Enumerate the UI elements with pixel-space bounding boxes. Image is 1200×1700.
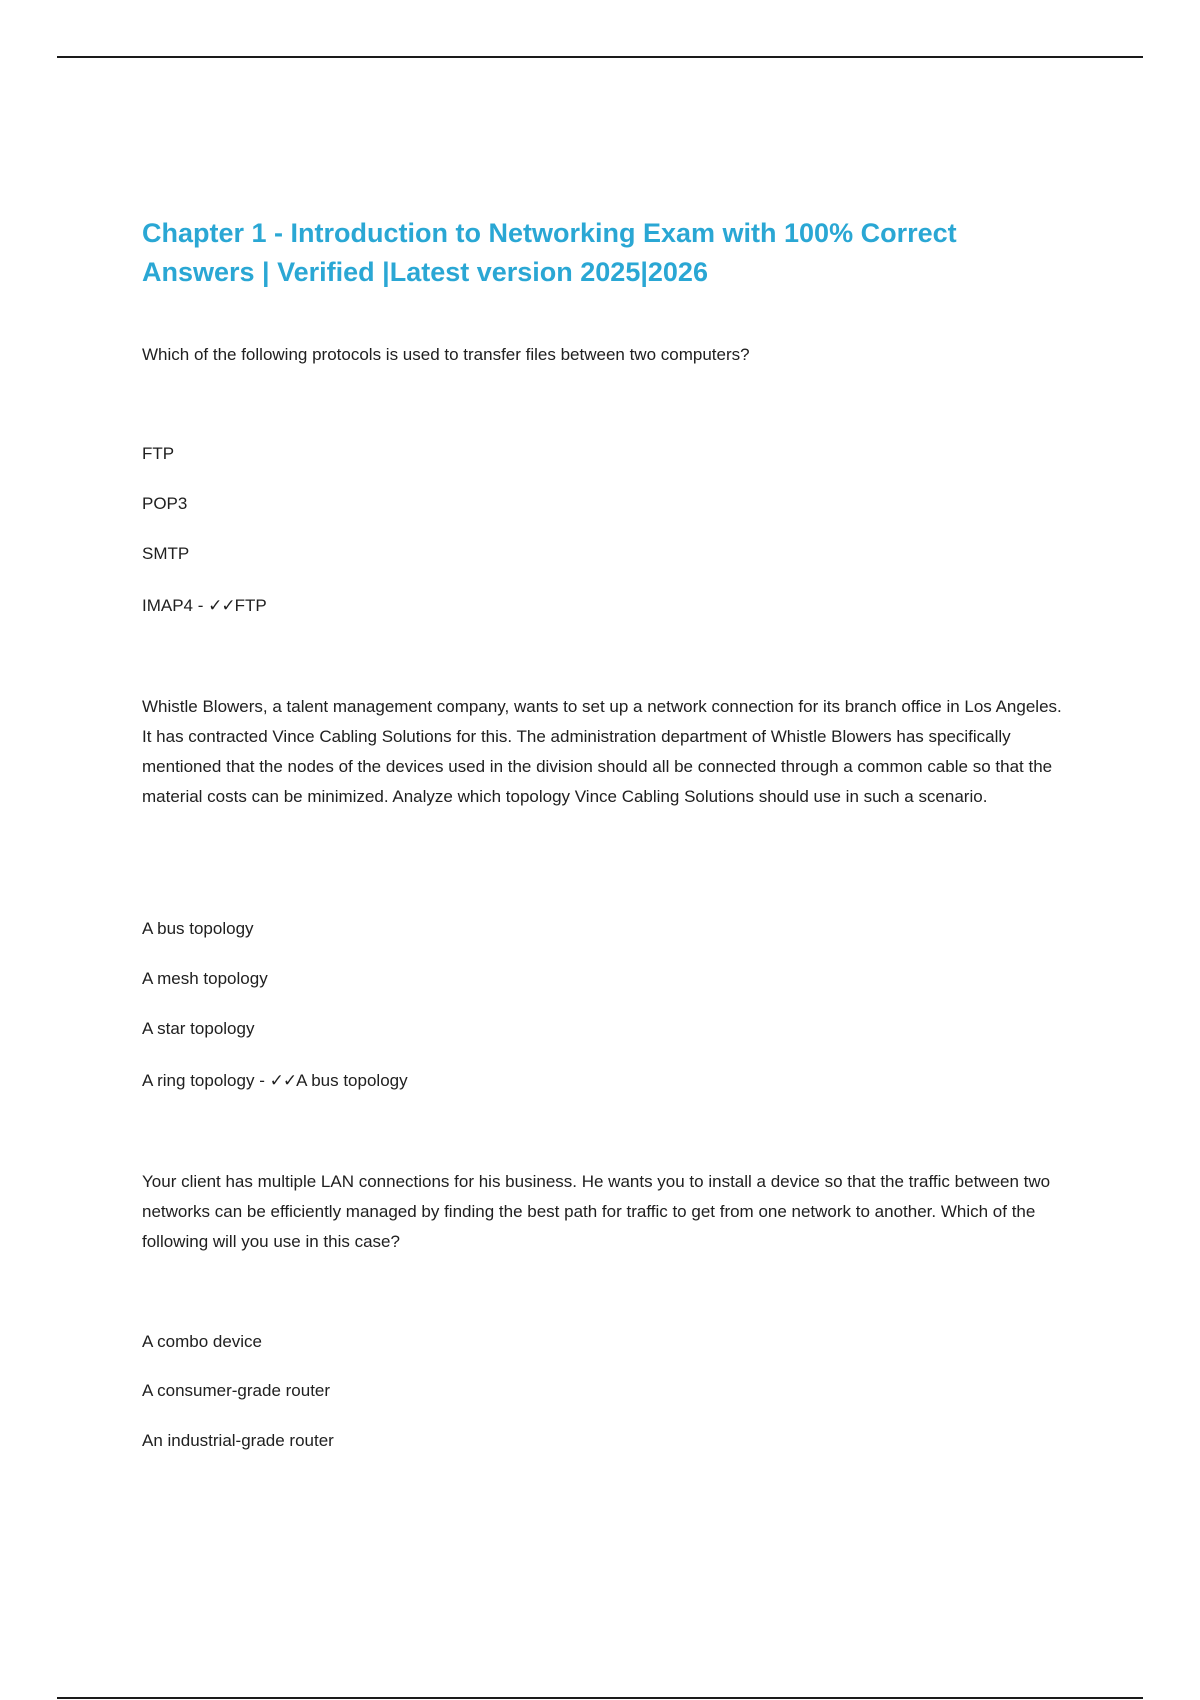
header-rule	[57, 56, 1143, 58]
question-1-option-1: FTP	[142, 444, 175, 463]
answer-check-icon: ✓✓	[208, 596, 235, 616]
question-1-option-3: SMTP	[142, 544, 190, 563]
question-3-option-3: An industrial-grade router	[142, 1431, 334, 1450]
question-3-text: Your client has multiple LAN connections for his business. He wants you to install a device so that the traffic between two networks can be efficiently managed by finding the best path for traffic to get from one network to another. Which of the following will you use in this case?	[142, 1172, 1051, 1251]
document-title: Chapter 1 - Introduction to Networking Exam with 100% Correct Answers | Verified |Latest version 2025|2026	[142, 218, 957, 287]
question-1-answer: FTP	[234, 596, 267, 615]
question-2-option-2: A mesh topology	[142, 969, 268, 988]
question-2-answer: A bus topology	[296, 1071, 408, 1090]
question-2-option-3: A star topology	[142, 1019, 255, 1038]
footer-rule	[57, 1697, 1143, 1699]
question-3-option-2: A consumer-grade router	[142, 1381, 331, 1400]
question-2-option-4: A ring topology -	[142, 1071, 270, 1090]
question-2-option-1: A bus topology	[142, 919, 254, 938]
question-1-option-4-with-answer	[142, 594, 267, 618]
answer-check-icon: ✓✓	[269, 1071, 297, 1091]
question-1-option-4: IMAP4 -	[142, 596, 209, 615]
question-1-text: Which of the following protocols is used to transfer files between two computers?	[142, 345, 750, 364]
question-3-option-1: A combo device	[142, 1332, 263, 1351]
question-2-option-4-with-answer	[142, 1069, 408, 1093]
question-1-option-2: POP3	[142, 494, 188, 513]
question-2-text: Whistle Blowers, a talent management company, wants to set up a network connection for its branch office in Los Angeles. It has contracted Vince Cabling Solutions for this. The administration department of Whistle Blowers has specifically mentioned that the nodes of the devices used in the division should all be connected through a common cable so that the material costs can be minimized. Analyze which topology Vince Cabling Solutions should use in such a scenario.	[142, 697, 1062, 806]
